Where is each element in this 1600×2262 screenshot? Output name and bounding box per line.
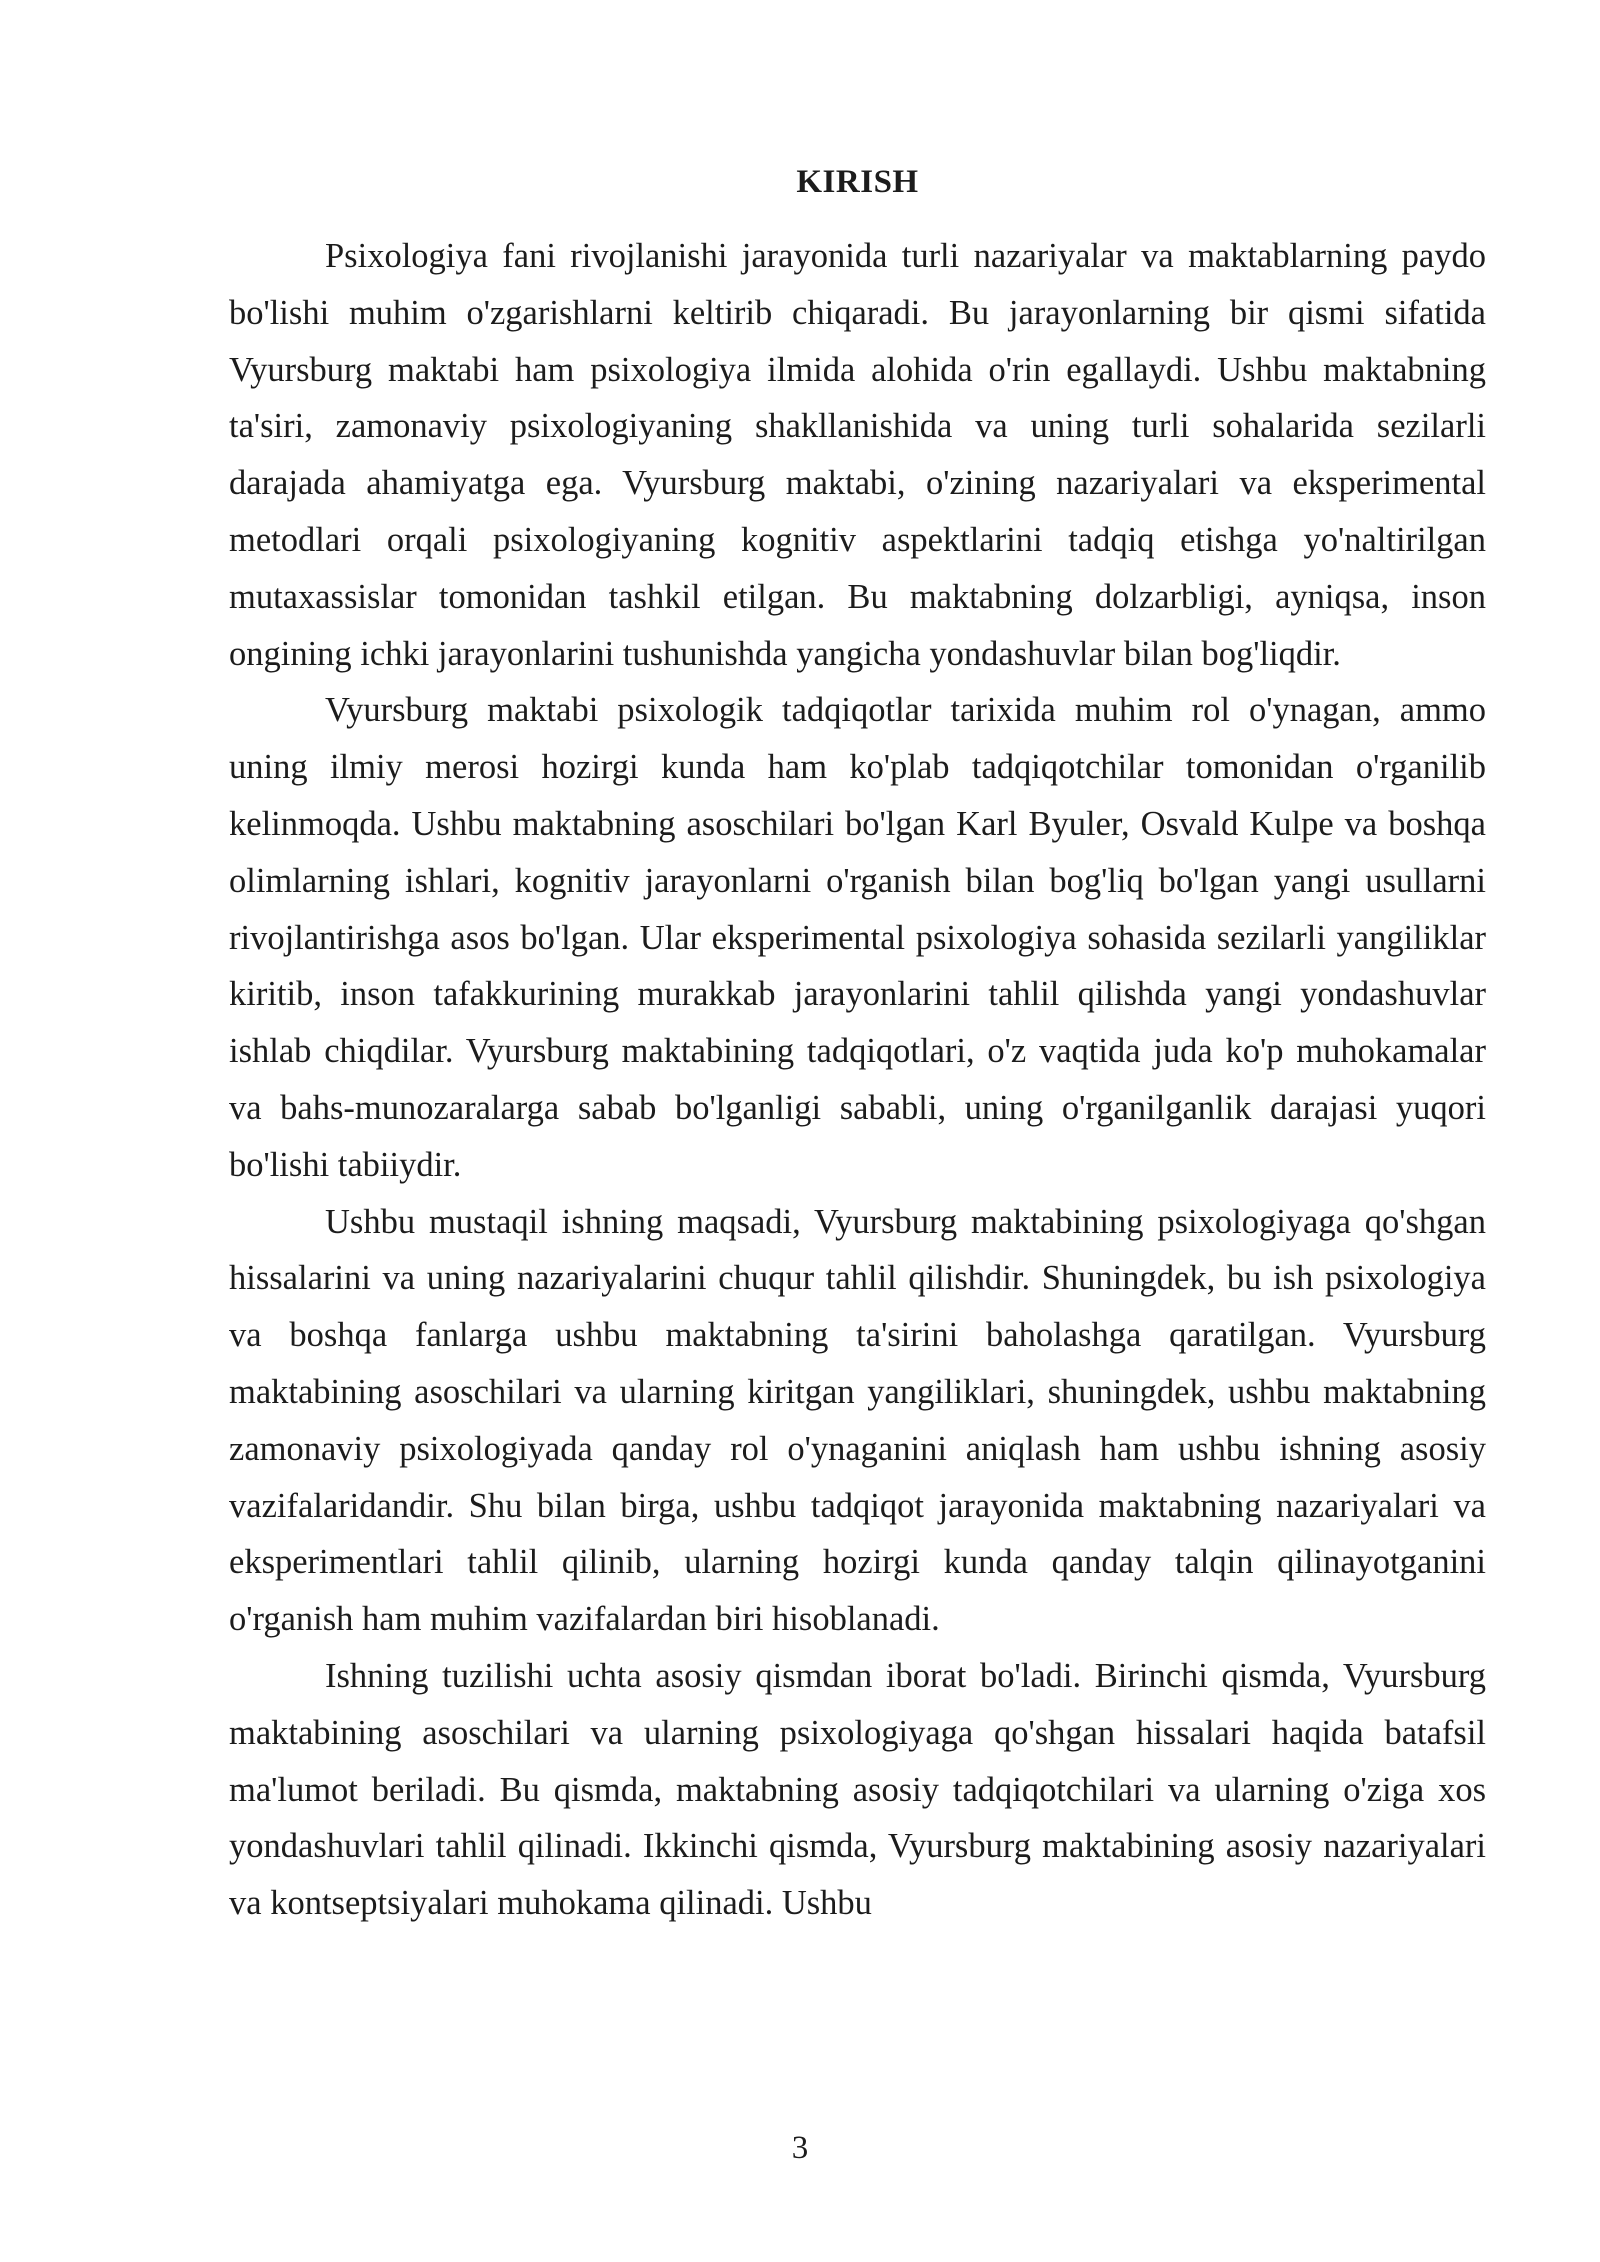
page-body: [229, 162, 1486, 1932]
paragraph-2: Vyursburg maktabi psixologik tadqiqotlar tarixida muhim rol o'ynagan, ammo uning ilmiy merosi hozirgi kunda ham ko'plab tadqiqotchilar tomonidan o'rganilib kelinmoqda. Ushbu maktabning asoschilari bo'lgan Karl Byuler, Osvald Kulpe va boshqa olimlarning ishlari, kognitiv jarayonlarni o'rganish bilan bog'liq bo'lgan yangi usullarni rivojlantirishga asos bo'lgan. Ular eksperimental psixologiya sohasida sezilarli yangiliklar kiritib, inson tafakkurining murakkab jarayonlarini tahlil qilishda yangi yondashuvlar ishlab chiqdilar. Vyursburg maktabining tadqiqotlari, o'z vaqtida juda ko'p muhokamalar va bahs-munozaralarga sabab bo'lganligi sababli, uning o'rganilganlik darajasi yuqori bo'lishi tabiiydir.: [229, 691, 1486, 1184]
paragraph-4: Ishning tuzilishi uchta asosiy qismdan iborat bo'ladi. Birinchi qismda, Vyursburg maktabining asoschilari va ularning psixologiyaga qo'shgan hissalari haqida batafsil ma'lumot beriladi. Bu qismda, maktabning asosiy tadqiqotchilari va ularning o'ziga xos yondashuvlari tahlil qilinadi. Ikkinchi qismda, Vyursburg maktabining asosiy nazariyalari va kontseptsiyalari muhokama qilinadi. Ushbu: [229, 1656, 1486, 1923]
paragraph-3: Ushbu mustaqil ishning maqsadi, Vyursburg maktabining psixologiyaga qo'shgan hissalarini va uning nazariyalarini chuqur tahlil qilishdir. Shuningdek, bu ish psixologiya va boshqa fanlarga ushbu maktabning ta'sirini baholashga qaratilgan. Vyursburg maktabining asoschilari va ularning kiritgan yangiliklari, shuningdek, ushbu maktabning zamonaviy psixologiyada qanday rol o'ynaganini aniqlash ham ushbu ishning asosiy vazifalaridandir. Shu bilan birga, ushbu tadqiqot jarayonida maktabning nazariyalari va eksperimentlari tahlil qilinib, ularning hozirgi kunda qanday talqin qilinayotganini o'rganish ham muhim vazifalardan biri hisoblanadi.: [229, 1202, 1486, 1639]
paragraph-1: Psixologiya fani rivojlanishi jarayonida turli nazariyalar va maktablarning paydo bo'lishi muhim o'zgarishlarni keltirib chiqaradi. Bu jarayonlarning bir qismi sifatida Vyursburg maktabi ham psixologiya ilmida alohida o'rin egallaydi. Ushbu maktabning ta'siri, zamonaviy psixologiyaning shakllanishida va uning turli sohalarida sezilarli darajada ahamiyatga ega. Vyursburg maktabi, o'zining nazariyalari va eksperimental metodlari orqali psixologiyaning kognitiv aspektlarini tadqiq etishga yo'naltirilgan mutaxassislar tomonidan tashkil etilgan. Bu maktabning dolzarbligi, ayniqsa, inson ongining ichki jarayonlarini tushunishda yangicha yondashuvlar bilan bog'liqdir.: [229, 237, 1486, 673]
page-number: 3: [791, 2130, 809, 2166]
section-heading: KIRISH: [796, 164, 919, 200]
